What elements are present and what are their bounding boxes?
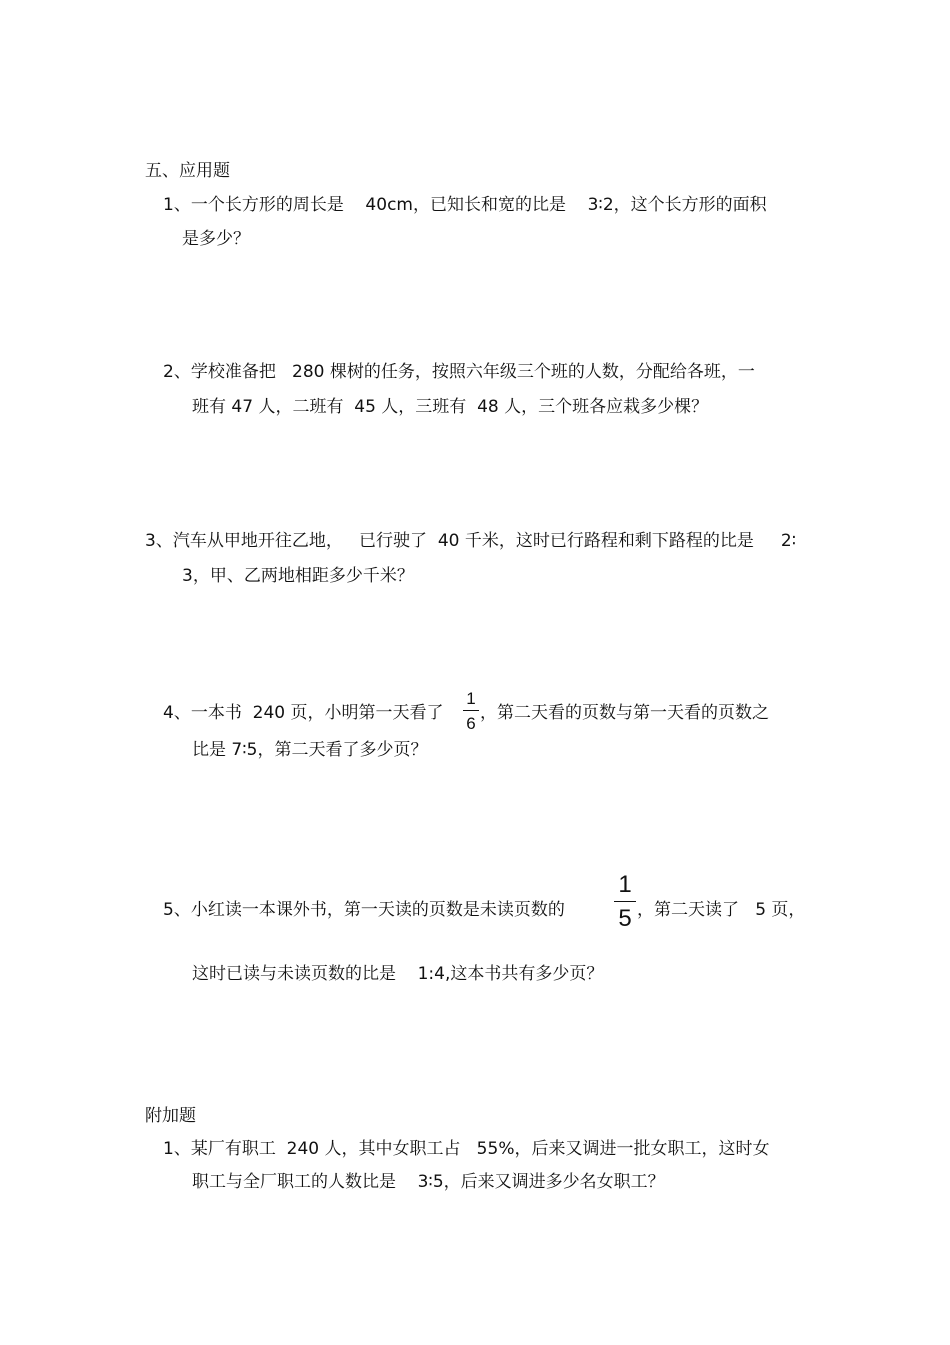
extra-problem-1-line-2: 职工与全厂职工的人数比是 3∶5，后来又调进多少名女职工？: [192, 1172, 665, 1192]
fraction-bar: [463, 710, 479, 711]
section-heading: 五、应用题: [145, 161, 230, 181]
problem-1-line-2: 是多少？: [182, 229, 250, 249]
problem-5-line-1-before: 5、小红读一本课外书，第一天读的页数是未读页数的: [163, 900, 565, 920]
fraction-bar: [614, 901, 636, 902]
problem-4-line-2: 比是 7∶5，第二天看了多少页？: [192, 740, 428, 760]
problem-3-line-2: 3，甲、乙两地相距多少千米？: [182, 566, 414, 586]
extra-problem-1-line-1: 1、某厂有职工 240 人，其中女职工占 55%，后来又调进一批女职工，这时女: [163, 1139, 770, 1159]
problem-4-fraction-denominator: 6: [466, 714, 476, 733]
problem-1-line-1: 1、一个长方形的周长是 40cm，已知长和宽的比是 3∶2，这个长方形的面积: [163, 195, 767, 215]
problem-3-line-1: 3、汽车从甲地开往乙地， 已行驶了 40 千米，这时已行路程和剩下路程的比是 2∶: [145, 531, 797, 551]
problem-5-fraction: [614, 873, 636, 931]
problem-5-fraction-denominator: 5: [618, 905, 632, 932]
problem-4-fraction-numerator: 1: [466, 689, 476, 708]
problem-4-line-1-after: ，第二天看的页数与第一天看的页数之: [480, 703, 769, 723]
problem-5-line-1-after: ，第二天读了 5 页，: [637, 900, 806, 920]
problem-4-fraction: [463, 690, 479, 732]
problem-2-line-1: 2、学校准备把 280 棵树的任务，按照六年级三个班的人数，分配给各班，一: [163, 362, 755, 382]
extra-heading: 附加题: [145, 1106, 196, 1126]
problem-5-fraction-numerator: 1: [618, 871, 632, 898]
problem-4-line-1-before: 4、一本书 240 页，小明第一天看了: [163, 703, 444, 723]
problem-5-line-2: 这时已读与未读页数的比是 1:4,这本书共有多少页？: [192, 964, 604, 984]
problem-2-line-2: 班有 47 人，二班有 45 人，三班有 48 人，三个班各应栽多少棵？: [192, 397, 709, 417]
